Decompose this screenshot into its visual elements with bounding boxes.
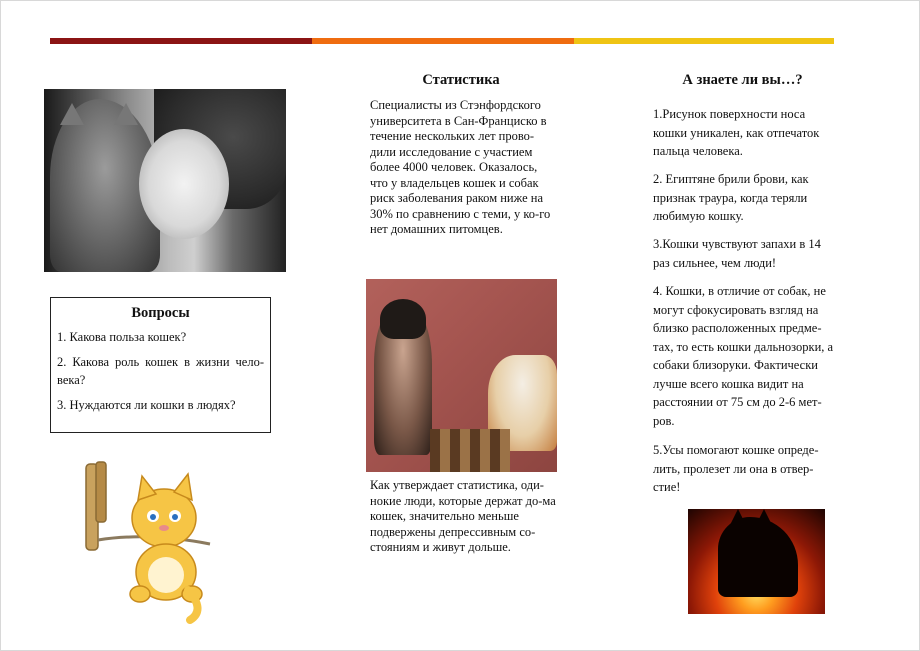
question-item: 1. Какова польза кошек? xyxy=(57,330,187,344)
fact-item: 4. Кошки, в отличие от собак, не могут сфокусировать взгляд на близко расположенных предме-тах, то есть кошки дальнозорки, а собаки близоруки. Фактически лучше всего кошка видит на расстоянии от 75 см до 2-6 мет-ров. xyxy=(653,284,834,428)
cat-ear-right xyxy=(756,509,772,525)
question-item: 3. Нуждаются ли кошки в людях? xyxy=(57,398,236,412)
child-face xyxy=(139,129,229,239)
fact-item: 3.Кошки чувствуют запахи в 14 раз сильнее, чем люди! xyxy=(653,237,821,270)
did-you-know-title: А знаете ли вы…? xyxy=(682,72,803,88)
bar-segment-orange xyxy=(312,38,574,44)
cat-ear-left xyxy=(60,103,84,125)
fact-item: 5.Усы помогают кошке опреде-лить, пролезет ли она в отвер-стие! xyxy=(653,443,819,494)
cat-ear-right xyxy=(114,103,138,125)
statistics-title: Статистика xyxy=(422,72,500,88)
questions-title: Вопросы xyxy=(131,305,190,321)
kitten-illustration-svg xyxy=(78,460,228,625)
bar-segment-yellow xyxy=(574,38,834,44)
cat-silhouette xyxy=(718,517,798,597)
fact-item: 1.Рисунок поверхности носа кошки уникален, как отпечаток пальца человека. xyxy=(653,107,820,158)
statistics-paragraph-2: Как утверждает статистика, оди-нокие люди, которые держат до-ма кошек, значительно меньше подвержены депрессивным со-стояниям и живут дольше. xyxy=(370,478,556,554)
man-hair xyxy=(380,299,426,339)
cat-silhouette-sunset-photo xyxy=(688,509,825,614)
cat-and-child-photo xyxy=(44,89,286,272)
kitten-on-clothespin-illustration xyxy=(78,460,228,625)
bar-segment-dark-red xyxy=(50,38,312,44)
cat-ear-left xyxy=(730,509,746,525)
statistics-paragraph-1: Специалисты из Стэнфордского университета в Сан-Франциско в течение нескольких лет прово-дили исследование с участием более 4000 человек. Оказалось, что у владельцев кошек и собак риск заболевания раком ниже на 30% по сравнению с теми, у ко-го нет домашних питомцев. xyxy=(370,98,551,236)
fact-item: 2. Египтяне брили брови, как признак траура, когда теряли любимую кошку. xyxy=(653,172,809,223)
question-item: 2. Какова роль кошек в жизни чело-века? xyxy=(57,355,264,387)
chess-board xyxy=(430,429,510,472)
questions-box xyxy=(50,297,271,433)
man-and-cat-chess-photo xyxy=(366,279,557,472)
decorative-top-bar xyxy=(50,38,834,44)
